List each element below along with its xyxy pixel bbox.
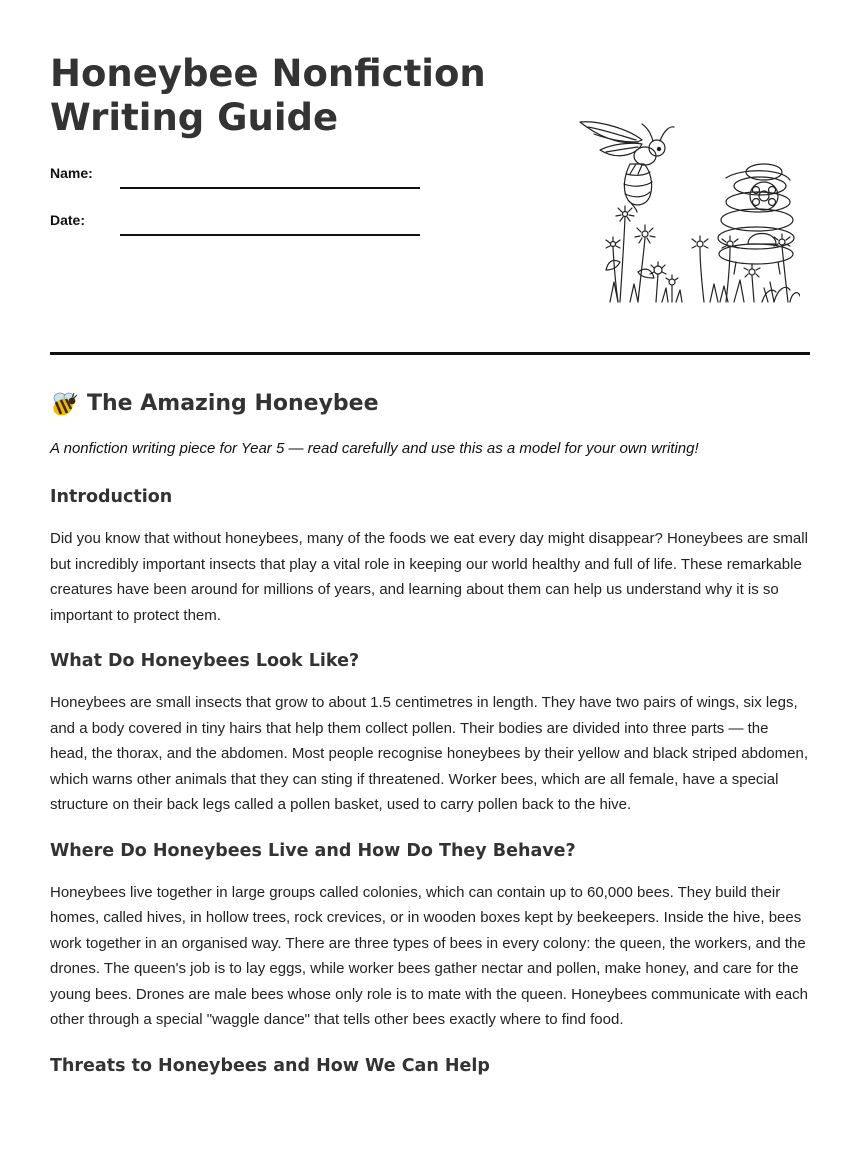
name-write-line[interactable] (120, 187, 420, 189)
name-field (50, 160, 420, 190)
title-line-1: Honeybee Nonfiction (50, 52, 486, 95)
article-heading (50, 386, 810, 422)
section-body-introduction: Did you know that without honeybees, many of the foods we eat every day might disappear? Honeybees are small but incredibly important insects that play a vital role in keeping our world healthy and full of life. These remarkable creatures have been around for millions of years, and learning about them can help us understand why it is so important to protect them. (50, 530, 808, 624)
worksheet-page (50, 0, 810, 1076)
honeybee-emoji-icon (50, 390, 78, 418)
worksheet-header (50, 0, 810, 355)
article-heading-text: The Amazing Honeybee (87, 391, 379, 416)
date-field (50, 207, 420, 237)
date-write-line[interactable] (120, 234, 420, 236)
section-body-appearance: Honeybees are small insects that grow to about 1.5 centimetres in length. They have two pairs of wings, six legs, and a body covered in tiny hairs that help them collect pollen. Their bodies are divided into three parts — the head, the thorax, and the abdomen. Most people recognise honeybees by their yellow and black striped abdomen, which warns other animals that they can sting if threatened. Worker bees, which are all female, have a special structure on their back legs called a pollen basket, used to carry pollen back to the hive. (50, 694, 808, 813)
date-label: Date: (50, 212, 86, 228)
section-heading-habitat-behaviour: Where Do Honeybees Live and How Do They Behave? (50, 840, 576, 861)
article-subtitle: A nonfiction writing piece for Year 5 — read carefully and use this as a model for your own writing! (50, 440, 699, 457)
document-title (50, 52, 486, 140)
bee-hive-flowers-illustration (550, 112, 800, 307)
section-heading-introduction: Introduction (50, 487, 173, 507)
article-content (50, 386, 810, 1079)
bee-icon (580, 122, 674, 212)
section-heading-threats: Threats to Honeybees and How We Can Help (50, 1055, 490, 1076)
section-body-habitat-behaviour: Honeybees live together in large groups called colonies, which can contain up to 60,000 bees. They build their homes, called hives, in hollow trees, rock crevices, or in wooden boxes kept by beekeepers. Inside the hive, bees work together in an organised way. There are three types of bees in every colony: the queen, the workers, and the drones. The queen's job is to lay eggs, while worker bees gather nectar and pollen, make honey, and care for the young bees. Drones are male bees whose only role is to mate with the queen. Honeybees communicate with each other through a special "waggle dance" that tells other bees exactly where to find food. (50, 883, 808, 1028)
title-line-2: Writing Guide (50, 96, 339, 139)
section-heading-appearance: What Do Honeybees Look Like? (50, 651, 360, 671)
wildflowers-icon (606, 206, 800, 302)
name-label: Name: (50, 165, 93, 181)
